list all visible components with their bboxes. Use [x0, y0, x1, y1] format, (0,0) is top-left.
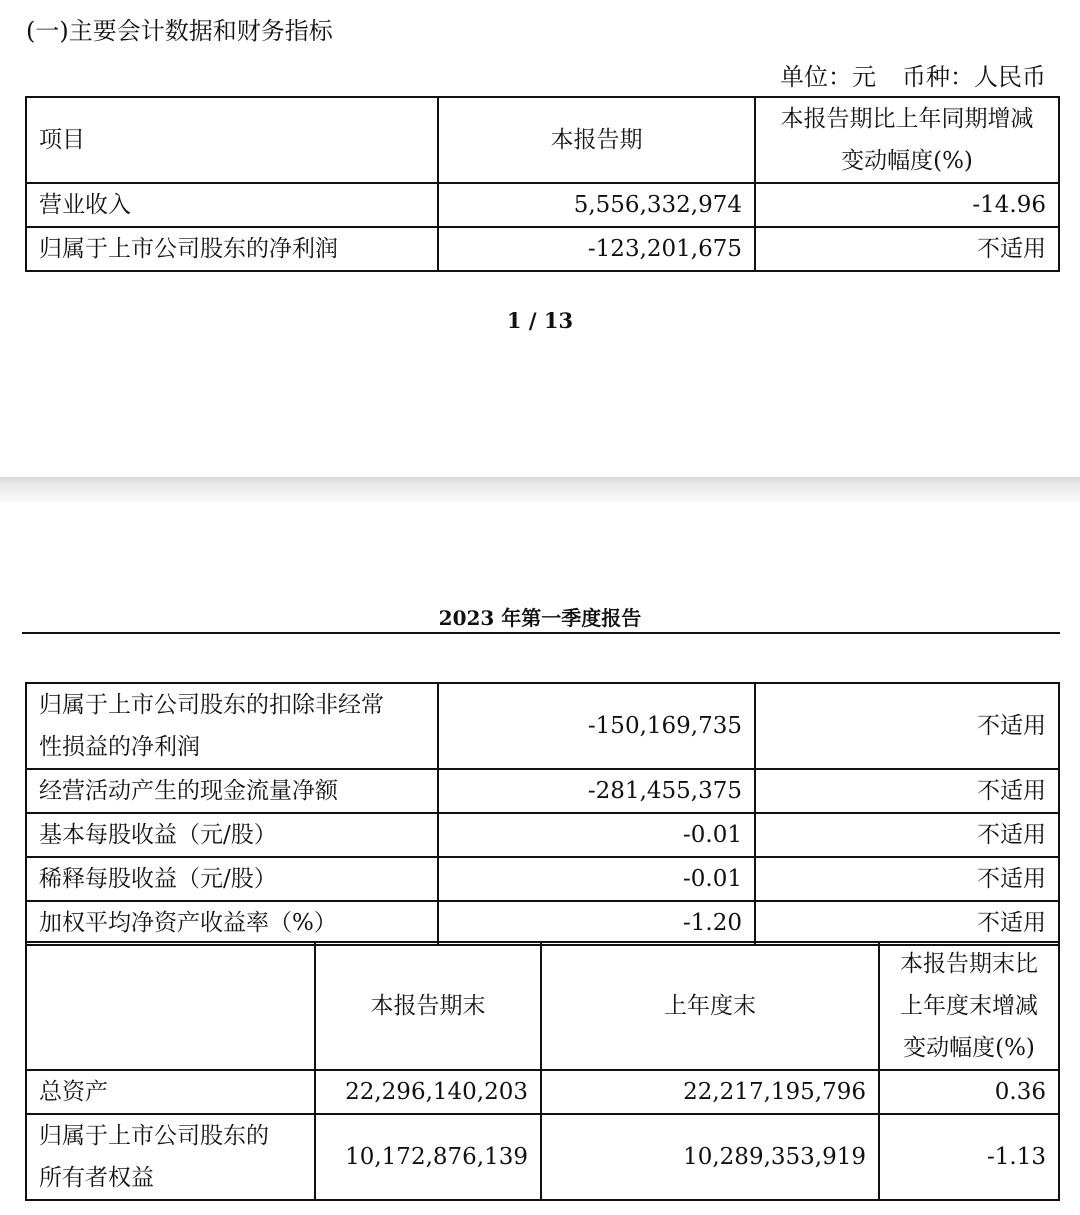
current-period-value: 5,556,332,974	[438, 183, 755, 227]
header-current-period: 本报告期	[438, 97, 755, 183]
change-value: 不适用	[755, 857, 1059, 901]
currency-label: 币种：人民币	[902, 63, 1046, 91]
row-label: 营业收入	[26, 183, 438, 227]
row-label: 基本每股收益（元/股）	[26, 813, 438, 857]
table-header-row	[26, 942, 1059, 1070]
period-end-value: 22,296,140,203	[315, 1070, 541, 1114]
page-number: 1 / 13	[506, 308, 574, 333]
row-label: 归属于上市公司股东的净利润	[26, 227, 438, 271]
row-label: 经营活动产生的现金流量净额	[26, 769, 438, 813]
prior-year-end-value: 10,289,353,919	[541, 1114, 879, 1200]
header-period-end: 本报告期末	[315, 942, 541, 1070]
row-label: 归属于上市公司股东的 所有者权益	[26, 1114, 315, 1200]
table-row	[26, 227, 1059, 271]
period-end-value: 10,172,876,139	[315, 1114, 541, 1200]
header-item	[26, 942, 315, 1070]
header-change: 本报告期末比 上年度末增减 变动幅度(%)	[879, 942, 1059, 1070]
table-row	[26, 1070, 1059, 1114]
unit-line	[780, 60, 1046, 94]
header-item: 项目	[26, 97, 438, 183]
current-period-value: -0.01	[438, 857, 755, 901]
unit-label: 单位：元	[780, 63, 876, 91]
table-row	[26, 1114, 1059, 1200]
change-value: 不适用	[755, 227, 1059, 271]
table-row	[26, 183, 1059, 227]
row-label: 稀释每股收益（元/股）	[26, 857, 438, 901]
current-period-value: -150,169,735	[438, 683, 755, 769]
page-separator	[0, 477, 1080, 503]
table-header-row	[26, 97, 1059, 183]
change-value: 不适用	[755, 813, 1059, 857]
change-value: -1.13	[879, 1114, 1059, 1200]
header-yoy-change: 本报告期比上年同期增减 变动幅度(%)	[755, 97, 1059, 183]
header-rule	[22, 632, 1060, 634]
change-value: 不适用	[755, 683, 1059, 769]
balance-sheet-data-table	[25, 941, 1060, 1201]
table-row	[26, 857, 1059, 901]
row-label: 归属于上市公司股东的扣除非经常 性损益的净利润	[26, 683, 438, 769]
report-header: 2023 年第一季度报告	[438, 606, 642, 630]
row-label: 总资产	[26, 1070, 315, 1114]
table-row	[26, 683, 1059, 769]
change-value: -14.96	[755, 183, 1059, 227]
table-row	[26, 813, 1059, 857]
table-row	[26, 769, 1059, 813]
change-value: 不适用	[755, 769, 1059, 813]
section-title: (一)主要会计数据和财务指标	[26, 17, 333, 45]
header-prior-year-end: 上年度末	[541, 942, 879, 1070]
current-period-value: -281,455,375	[438, 769, 755, 813]
key-financial-data-table	[25, 96, 1060, 272]
current-period-value: -0.01	[438, 813, 755, 857]
row-label: 加权平均净资产收益率（%）	[26, 901, 438, 945]
current-period-value: -1.20	[438, 901, 755, 945]
current-period-value: -123,201,675	[438, 227, 755, 271]
table-row	[26, 901, 1059, 945]
change-value: 不适用	[755, 901, 1059, 945]
change-value: 0.36	[879, 1070, 1059, 1114]
prior-year-end-value: 22,217,195,796	[541, 1070, 879, 1114]
key-financial-data-table-continued	[25, 682, 1060, 946]
